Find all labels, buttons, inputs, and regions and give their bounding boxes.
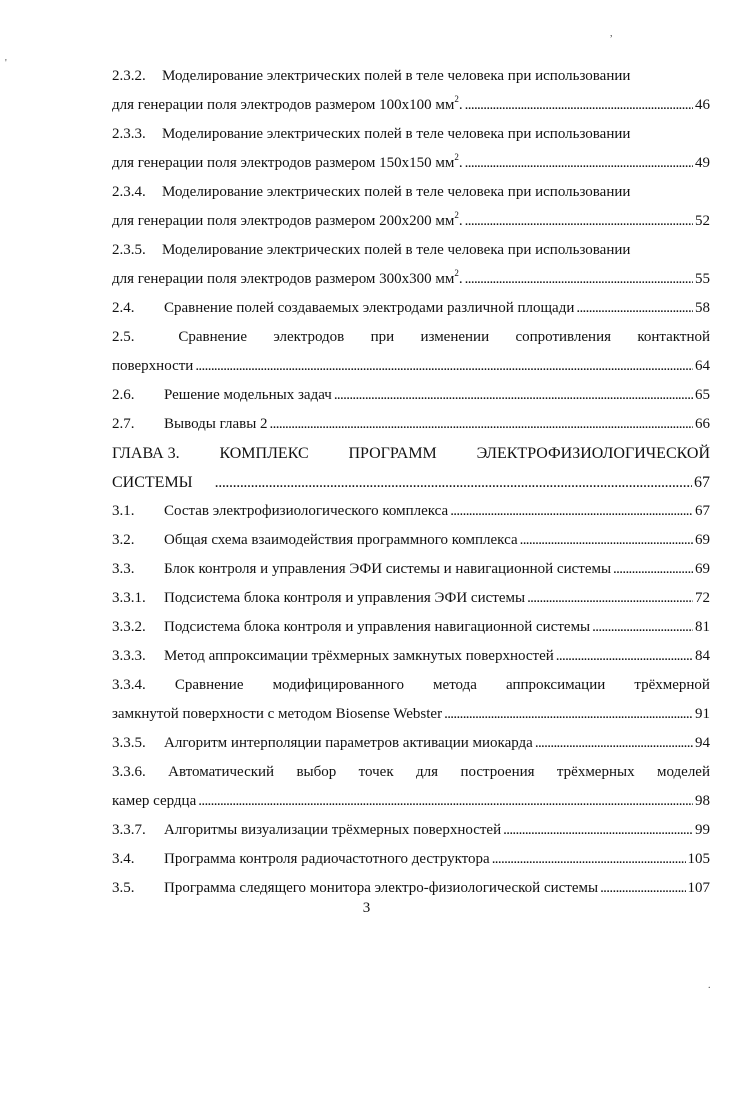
entry-number: 3.3.2. (112, 619, 146, 635)
page-number: 66 (695, 416, 710, 432)
page-number: 99 (695, 822, 710, 838)
table-of-contents (112, 62, 710, 903)
leader-dots (600, 874, 685, 903)
entry-title: Подсистема блока контроля и управления навигационной системы (164, 619, 591, 635)
entry-title: Решение модельных задач (164, 387, 332, 403)
page-number: 98 (695, 793, 710, 809)
chapter-word: КОМПЛЕКС (219, 445, 309, 462)
entry-word: Сравнение (174, 677, 244, 693)
toc-entry-3-3 (112, 555, 710, 584)
chapter-word: ПРОГРАММ (348, 445, 437, 462)
leader-dots (592, 613, 693, 642)
entry-number: 3.2. (112, 532, 135, 548)
entry-word: при (370, 329, 395, 345)
entry-word: Автоматический (168, 764, 275, 780)
page-number: 91 (695, 706, 710, 722)
entry-number: 3.4. (112, 851, 135, 867)
entry-number: 2.3.4. (112, 184, 146, 200)
toc-entry-2-3-2 (112, 62, 710, 91)
toc-entry-continuation (112, 787, 710, 816)
entry-title: Алгоритмы визуализации трёхмерных поверхностей (164, 822, 502, 838)
toc-entry-3-3-7 (112, 816, 710, 845)
entry-tail: . (458, 155, 463, 171)
entry-word: изменении (420, 329, 490, 345)
entry-word: метода (433, 677, 477, 693)
page-number: 105 (687, 851, 710, 867)
toc-entry-continuation (112, 91, 710, 120)
page-number: 107 (687, 880, 710, 896)
entry-title: Общая схема взаимодействия программного комплекса (164, 532, 518, 548)
leader-dots (492, 845, 686, 874)
toc-entry-3-3-1 (112, 584, 710, 613)
entry-title-cont (112, 149, 463, 178)
entry-number: 3.3.7. (112, 822, 146, 838)
entry-title-cont (112, 91, 463, 120)
entry-title-cont (112, 265, 463, 294)
page-number: 84 (695, 648, 710, 664)
entry-number: 3.3.6. (112, 764, 146, 780)
superscript: 2 (454, 268, 459, 278)
page-number: 49 (695, 155, 710, 171)
leader-dots (444, 700, 693, 729)
toc-entry-3-2 (112, 526, 710, 555)
entry-number: 3.5. (112, 880, 135, 896)
toc-entry-2-3-3 (112, 120, 710, 149)
toc-entry-3-3-5 (112, 729, 710, 758)
leader-dots (576, 294, 693, 323)
leader-dots (520, 526, 693, 555)
entry-title: Подсистема блока контроля и управления ЭФИ системы (164, 590, 526, 606)
entry-tail: . (458, 213, 463, 229)
entry-tail: . (458, 271, 463, 287)
entry-title-line2: для генерации поля электродов размером 150x150 мм (112, 155, 455, 171)
toc-entry-3-5 (112, 874, 710, 903)
entry-title-line2: камер сердца (112, 793, 197, 809)
entry-word: построения (460, 764, 535, 780)
chapter-number: ГЛАВА 3. (112, 445, 180, 462)
entry-word: трёхмерных (556, 764, 635, 780)
toc-entry-2-3-5 (112, 236, 710, 265)
entry-word: электродов (273, 329, 345, 345)
leader-dots (556, 642, 693, 671)
page-number: 64 (695, 358, 710, 374)
scan-speck: , (610, 28, 613, 39)
entry-title-line2: для генерации поля электродов размером 100x100 мм (112, 97, 455, 113)
entry-number: 2.3.3. (112, 126, 146, 142)
toc-entry-continuation (112, 468, 710, 497)
toc-entry-continuation (112, 149, 710, 178)
toc-entry-3-1 (112, 497, 710, 526)
entry-title: Блок контроля и управления ЭФИ системы и навигационной системы (164, 561, 612, 577)
entry-number: 3.1. (112, 503, 135, 519)
leader-dots (465, 207, 693, 236)
toc-entry-continuation (112, 352, 710, 381)
entry-title: Выводы главы 2 (164, 416, 268, 432)
superscript: 2 (454, 210, 459, 220)
page-number: 72 (695, 590, 710, 606)
entry-word: точек (358, 764, 394, 780)
entry-word: выбор (296, 764, 337, 780)
toc-entry-continuation (112, 207, 710, 236)
leader-dots (215, 468, 692, 497)
entry-number: 2.5. (112, 329, 135, 345)
toc-entry-2-7 (112, 410, 710, 439)
entry-title: Моделирование электрических полей в теле человека при использовании (162, 126, 631, 142)
entry-number: 2.4. (112, 300, 135, 316)
entry-number: 3.3.1. (112, 590, 146, 606)
entry-title: Алгоритм интерполяции параметров активации миокарда (164, 735, 533, 751)
chapter-word: ЭЛЕКТРОФИЗИОЛОГИЧЕСКОЙ (476, 445, 710, 462)
leader-dots (450, 497, 693, 526)
superscript: 2 (454, 152, 459, 162)
leader-dots (270, 410, 693, 439)
leader-dots (465, 265, 693, 294)
entry-word: моделей (656, 764, 710, 780)
entry-word: модифицированного (272, 677, 404, 693)
entry-word: для (416, 764, 439, 780)
entry-title-line2: для генерации поля электродов размером 300x300 мм (112, 271, 455, 287)
toc-entry-2-4 (112, 294, 710, 323)
entry-number: 2.3.5. (112, 242, 146, 258)
toc-entry-3-3-2 (112, 613, 710, 642)
entry-number: 3.3.4. (112, 677, 146, 693)
page-number: 52 (695, 213, 710, 229)
entry-title: Моделирование электрических полей в теле человека при использовании (162, 184, 631, 200)
page-number: 67 (694, 474, 710, 491)
leader-dots (465, 149, 693, 178)
entry-title-line2: замкнутой поверхности с методом Biosense Webster (112, 706, 443, 722)
scan-speck: . (708, 980, 711, 991)
leader-dots (527, 584, 693, 613)
entry-number: 2.6. (112, 387, 135, 403)
entry-word: контактной (637, 329, 710, 345)
toc-entry-continuation (112, 700, 710, 729)
leader-dots (195, 352, 693, 381)
toc-entry-3-4 (112, 845, 710, 874)
entry-title: Моделирование электрических полей в теле человека при использовании (162, 68, 631, 84)
page-number: 46 (695, 97, 710, 113)
toc-entry-3-3-6 (112, 758, 710, 787)
page-number: 69 (695, 561, 710, 577)
leader-dots (465, 91, 693, 120)
entry-title-cont (112, 207, 463, 236)
leader-dots (198, 787, 693, 816)
toc-chapter-3 (112, 439, 710, 468)
entry-number: 2.3.2. (112, 68, 146, 84)
page-number: 81 (695, 619, 710, 635)
entry-number: 2.7. (112, 416, 135, 432)
leader-dots (334, 381, 693, 410)
entry-number: 3.3. (112, 561, 135, 577)
entry-word: трёхмерной (634, 677, 710, 693)
page-number: 69 (695, 532, 710, 548)
toc-entry-2-3-4 (112, 178, 710, 207)
toc-entry-3-3-3 (112, 642, 710, 671)
leader-dots (613, 555, 693, 584)
entry-word: сопротивления (515, 329, 612, 345)
page-number: 67 (695, 503, 710, 519)
entry-title: Программа контроля радиочастотного деструктора (164, 851, 490, 867)
chapter-title-line2: СИСТЕМЫ (112, 474, 193, 491)
toc-entry-2-5 (112, 323, 710, 352)
page-number: 65 (695, 387, 710, 403)
entry-title: Сравнение полей создаваемых электродами различной площади (164, 300, 575, 316)
page-footer-number: 3 (362, 900, 371, 916)
leader-dots (535, 729, 693, 758)
leader-dots (503, 816, 693, 845)
entry-title-line2: поверхности (112, 358, 194, 374)
page-number: 58 (695, 300, 710, 316)
page-number: 94 (695, 735, 710, 751)
entry-title: Метод аппроксимации трёхмерных замкнутых поверхностей (164, 648, 554, 664)
entry-title: Программа следящего монитора электро-физиологической системы (164, 880, 599, 896)
entry-number: 3.3.5. (112, 735, 146, 751)
entry-title: Моделирование электрических полей в теле человека при использовании (162, 242, 631, 258)
toc-entry-continuation (112, 265, 710, 294)
entry-tail: . (458, 97, 463, 113)
entry-number: 3.3.3. (112, 648, 146, 664)
scan-speck: ' (5, 58, 7, 69)
toc-entry-3-3-4 (112, 671, 710, 700)
superscript: 2 (454, 94, 459, 104)
toc-entry-2-6 (112, 381, 710, 410)
entry-word: аппроксимации (506, 677, 606, 693)
entry-title: Состав электрофизиологического комплекса (164, 503, 449, 519)
entry-title-line2: для генерации поля электродов размером 200x200 мм (112, 213, 455, 229)
page-number: 55 (695, 271, 710, 287)
entry-word: Сравнение (178, 329, 247, 345)
